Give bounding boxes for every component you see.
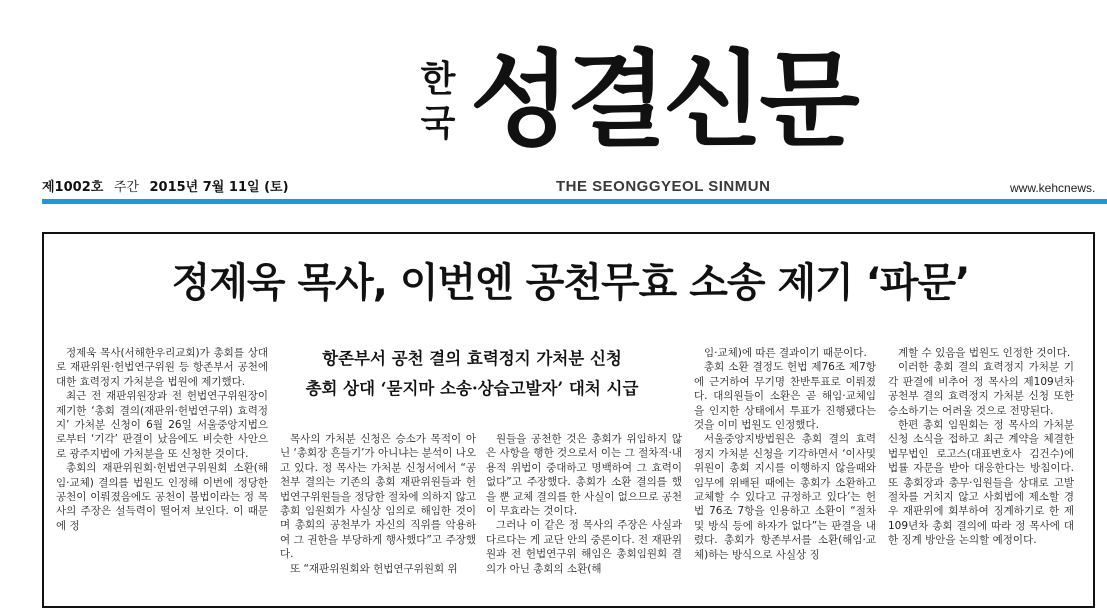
issue-info (42, 176, 295, 195)
paragraph: 그러나 이 같은 정 목사의 주장은 사실과 다르다는 게 교단 안의 중론이다. 전 재판위원과 전 헌법연구위 해임은 총회임원회 결의가 아닌 총회의 소환(해 (486, 519, 682, 575)
masthead-divider (42, 199, 1107, 204)
paragraph: 이러한 총회 결의 효력정지 가처분 기각 판결에 비추어 정 목사의 제109년차 공천부 결의 효력정지 가처분 신청 또한 승소하기는 어려울 것으로 전망된다. (888, 361, 1074, 417)
paragraph: 계할 수 있음을 법원도 인정한 것이다. (898, 347, 1071, 359)
article-column-4 (694, 346, 876, 562)
paragraph: 원들을 공천한 것은 총회가 위임하지 않은 사항을 행한 것으로서 이는 그 절차적·내용적 위법이 중대하고 명백하여 그 효력이 없다”고 주장했다. 총회가 소환 결의를 했을 뿐 교체 결의를 한 사실이 없으므로 공천이 무효라는 것이다. (486, 433, 682, 518)
logo-korea: 한국 (420, 59, 456, 144)
issue-number: 제1002호 (42, 180, 104, 195)
article-column-2 (280, 432, 476, 576)
paragraph: 한편 총회 임원회는 정 목사의 가처분 신청 소식을 접하고 최근 계약을 체결한 법무법인 로고스(대표변호사 김건수)에 법률 자문을 받아 대응한다는 방침이다. 또 총회장과 총무·임원들을 상대로 고발 절차를 거치지 않고 사회법에 제소할 경우 재판위에 회부하여 징계하기로 한 제109년차 총회 결의에 따라 정 목사에 대한 징계 방안을 논의할 예정이다. (888, 419, 1074, 547)
paragraph: 서울중앙지방법원은 총회 결의 효력정지 가처분 신청을 기각하면서 ‘이사및 위원이 총회 지시를 이행하지 않을때와 임무에 위배된 때에는 총회가 소환하고 교체할 수 있다고 규정하고 있다’는 헌법 76조 7항을 인용하고 소환이 “절차 및 방식 등에 하자가 없다”는 판결을 내렸다. 총회가 항존부서를 소환(해임·교체)하는 방식으로 사실상 징 (694, 433, 876, 561)
subheadline-line-2: 총회 상대 ‘묻지마 소송·상습고발자’ 대처 시급 (305, 379, 639, 398)
headline: 정제욱 목사, 이번엔 공천무효 소송 제기 ‘파문’ (171, 260, 970, 306)
paragraph: 임·교체)에 따른 결과이기 때문이다. (704, 347, 867, 359)
paragraph: 또 “재판위원회와 헌법연구위원회 위 (290, 562, 458, 575)
article-column-1 (56, 346, 268, 533)
subheadline (292, 344, 652, 404)
article-column-5 (888, 346, 1074, 548)
paragraph: 정제욱 목사(서해한우리교회)가 총회를 상대로 재판위원·헌법연구위원 등 항존부서 공천에 대한 효력정지 가처분을 법원에 제기했다. (56, 347, 268, 388)
article-column-3 (486, 432, 682, 576)
subheadline-line-1: 항존부서 공천 결의 효력정지 가처분 신청 (322, 349, 622, 368)
logo-newspaper-name: 성결신문 (470, 39, 856, 161)
article (42, 232, 1095, 608)
issue-frequency: 주간 (113, 180, 139, 195)
masthead (0, 0, 1107, 200)
paragraph: 총회의 재판위원회·헌법연구위원회 소환(해임·교체) 결의를 법원도 인정해 이번에 정당한 공천이 이뤄졌음에도 공천이 불법이라는 정 목사의 주장은 설득력이 떨어져 보인다. 이 때문에 정 (56, 462, 268, 532)
paragraph: 총회 소환 결정도 헌법 제76조 제7항에 근거하여 무기명 찬반투표로 이뤄졌다. 대의원들이 소환은 곧 해임·교체임을 인지한 상태에서 투표가 진행됐다는 것을 이미 법원도 인정했다. (694, 361, 876, 432)
issue-date: 2015년 7월 11일 (토) (149, 180, 289, 195)
english-title: THE SEONGGYEOL SINMUN (556, 178, 771, 195)
paragraph: 목사의 가처분 신청은 승소가 목적이 아닌 ‘총회장 흔들기’가 아니냐는 분석이 나오고 있다. 정 목사는 가처분 신청서에서 “공천부 결의는 기존의 총회 재판위원들과 헌법연구위원들을 정당한 절차에 의하지 않고 총회 임원회가 사실상 임의로 해임한 것이며 총회의 공천부가 자신의 직위를 악용하여 그 권한을 부당하게 행사했다”고 주장했다. (280, 433, 476, 561)
paragraph: 최근 전 재판위원장과 전 헌법연구위원장이 제기한 ‘총회 결의(재판위·헌법연구위) 효력정지’ 가처분 신청이 6월 26일 서울중앙지법으로부터 ‘기각’ 판결이 났음에도 비슷한 사안으로 광주지법에 가처분을 또 신청한 것이다. (56, 390, 268, 460)
website-link[interactable]: www.kehcnews. (1010, 181, 1096, 195)
